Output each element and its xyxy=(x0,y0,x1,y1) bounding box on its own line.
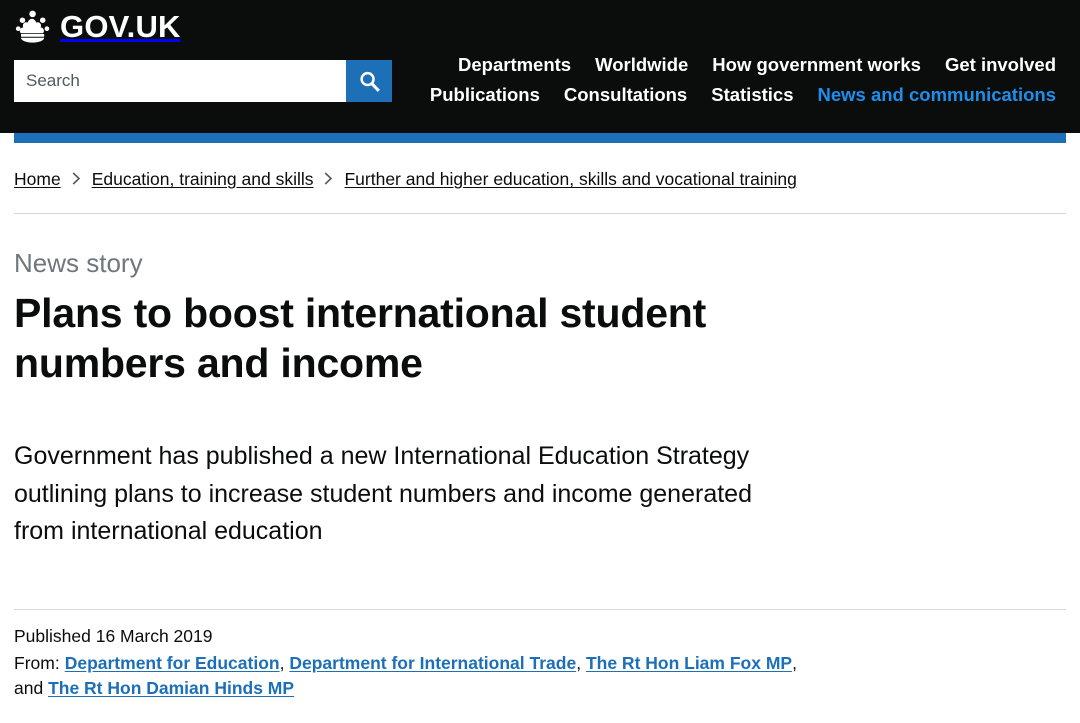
nav-item-statistics[interactable]: Statistics xyxy=(711,84,794,105)
nav-row-primary xyxy=(396,54,1056,76)
search-button[interactable] xyxy=(346,60,392,102)
breadcrumb-divider xyxy=(14,213,1066,214)
breadcrumb-item-home[interactable]: Home xyxy=(14,169,61,189)
header-accent-bar xyxy=(14,133,1066,143)
breadcrumb-item-further-and-higher-education[interactable]: Further and higher education, skills and vocational training xyxy=(344,169,797,189)
chevron-right-icon xyxy=(324,172,333,185)
search-icon xyxy=(358,70,381,93)
from-link-department-for-international-trade[interactable]: Department for International Trade xyxy=(289,652,577,673)
from-organisations xyxy=(14,651,814,702)
from-conjunction: , and xyxy=(14,652,797,699)
page-title: Plans to boost international student numbers and income xyxy=(14,290,707,387)
nav-item-how-government-works[interactable]: How government works xyxy=(712,54,921,75)
breadcrumb-item-education-training-and-skills[interactable]: Education, training and skills xyxy=(91,169,314,189)
govuk-logo-text: GOV.UK xyxy=(60,9,181,44)
nav-item-consultations[interactable]: Consultations xyxy=(563,84,688,105)
published-date: Published 16 March 2019 xyxy=(14,625,213,646)
nav-item-get-involved[interactable]: Get involved xyxy=(944,54,1056,75)
site-search-form[interactable] xyxy=(14,60,392,102)
content-type-label: News story xyxy=(14,248,143,278)
publication-metadata xyxy=(0,610,1080,702)
nav-item-news-and-communications[interactable]: News and communications xyxy=(817,84,1056,105)
search-input[interactable] xyxy=(14,60,346,102)
nav-item-worldwide[interactable]: Worldwide xyxy=(595,54,689,75)
govuk-logo[interactable] xyxy=(14,10,181,44)
chevron-right-icon xyxy=(72,172,81,185)
nav-row-secondary xyxy=(396,84,1056,106)
crown-icon xyxy=(14,10,52,44)
from-label: From: xyxy=(14,652,60,673)
site-header xyxy=(0,0,1080,133)
from-link-department-for-education[interactable]: Department for Education xyxy=(64,652,280,673)
from-link-the-rt-hon-damian-hinds-mp[interactable]: The Rt Hon Damian Hinds MP xyxy=(48,678,295,699)
from-link-the-rt-hon-liam-fox-mp[interactable]: The Rt Hon Liam Fox MP xyxy=(585,652,793,673)
nav-item-publications[interactable]: Publications xyxy=(429,84,540,105)
nav-item-departments[interactable]: Departments xyxy=(458,54,572,75)
page-summary: Government has published a new International Education Strategy outlining plans to increase student numbers and income generated from international education xyxy=(14,442,752,546)
from-separator-1: , xyxy=(279,652,285,673)
primary-navigation xyxy=(396,54,1056,114)
breadcrumb xyxy=(0,143,1080,191)
from-separator-2: , xyxy=(576,652,582,673)
main-content xyxy=(0,248,1080,551)
